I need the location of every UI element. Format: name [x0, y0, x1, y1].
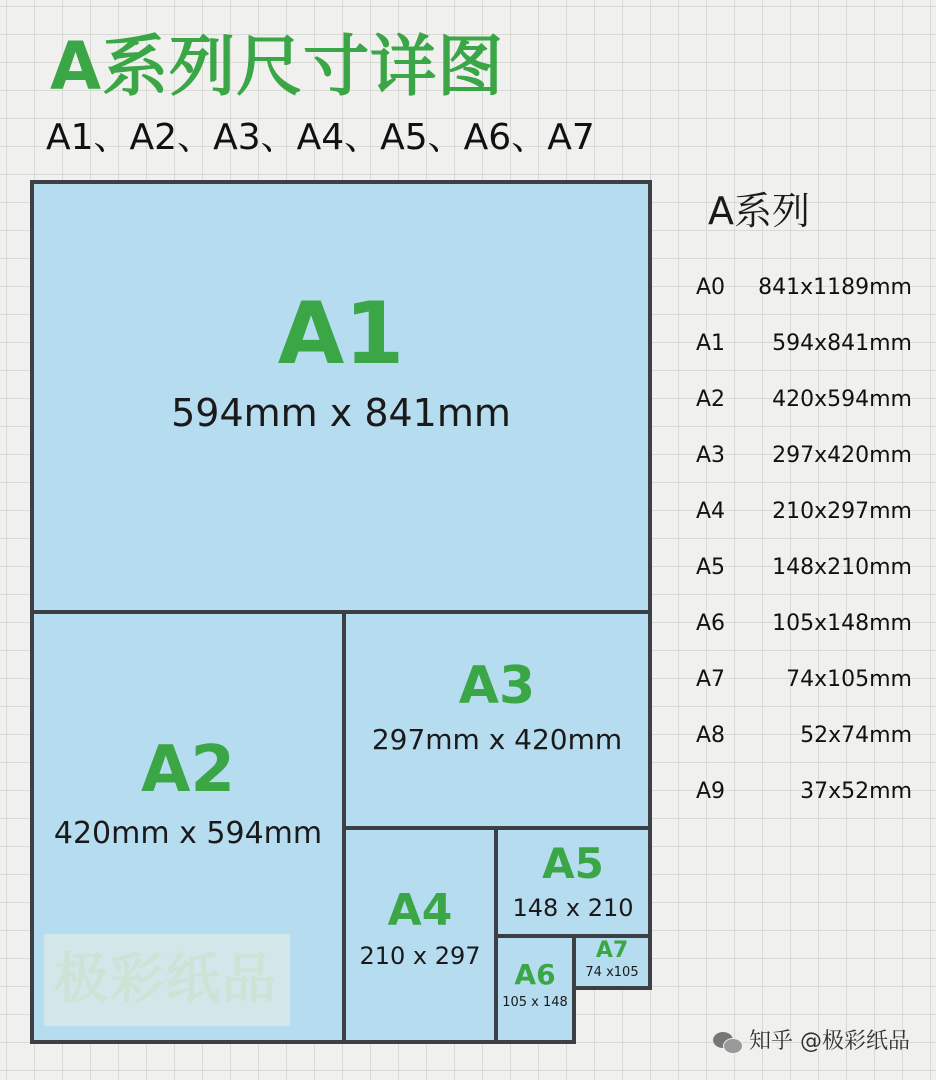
size-row-a6: [696, 602, 912, 658]
source-credit: [713, 1022, 910, 1062]
sheet-a6-size: 105 x 148: [502, 995, 568, 1010]
size-row-a3: [696, 434, 912, 490]
size-row-a9: [696, 770, 912, 826]
size-dimensions: 105x148mm: [772, 611, 912, 636]
sheet-a3-label: A3: [458, 656, 536, 716]
size-dimensions: 594x841mm: [772, 331, 912, 356]
size-row-a8: [696, 714, 912, 770]
series-heading: A系列: [708, 189, 810, 233]
size-code: A5: [696, 555, 726, 580]
size-code: A3: [696, 443, 726, 468]
sheet-a1-label: A1: [277, 284, 405, 384]
sheet-a2-size: 420mm x 594mm: [53, 816, 323, 851]
size-row-a5: [696, 546, 912, 602]
size-dimensions: 74x105mm: [786, 667, 912, 692]
page-subtitle: A1、A2、A3、A4、A5、A6、A7: [46, 117, 595, 158]
sheet-a4-label: A4: [387, 885, 453, 936]
size-dimensions: 841x1189mm: [758, 275, 912, 300]
sheet-a7-label: A7: [595, 938, 629, 963]
sheet-a5: [494, 826, 652, 938]
sheet-a4: [342, 826, 498, 1044]
size-code: A9: [696, 779, 726, 804]
size-row-a7: [696, 658, 912, 714]
sheet-a1-size: 594mm x 841mm: [171, 391, 511, 435]
size-code: A0: [696, 275, 726, 300]
sheet-a5-size: 148 x 210: [512, 894, 634, 922]
size-dimensions: 420x594mm: [772, 387, 912, 412]
size-row-a4: [696, 490, 912, 546]
sheet-a7: [572, 934, 652, 990]
size-row-a1: [696, 322, 912, 378]
size-dimensions: 210x297mm: [772, 499, 912, 524]
sheet-a4-size: 210 x 297: [359, 942, 481, 970]
size-code: A8: [696, 723, 726, 748]
size-code: A6: [696, 611, 726, 636]
size-code: A7: [696, 667, 726, 692]
sheet-a3: [342, 610, 652, 830]
size-code: A1: [696, 331, 726, 356]
size-dimensions: 297x420mm: [772, 443, 912, 468]
sheet-a5-label: A5: [542, 839, 604, 888]
sheet-a7-size: 74 x105: [585, 965, 639, 980]
size-dimensions: 37x52mm: [800, 779, 912, 804]
size-dimensions: 148x210mm: [772, 555, 912, 580]
sheet-a1: [30, 180, 652, 614]
page-title: A系列尺寸详图: [50, 28, 505, 105]
size-code: A2: [696, 387, 726, 412]
watermark-logo: 极彩纸品: [54, 947, 278, 1010]
wechat-icon: [713, 1030, 743, 1054]
size-row-a2: [696, 378, 912, 434]
credit-text: 知乎 @极彩纸品: [749, 1029, 910, 1054]
size-row-a0: [696, 266, 912, 322]
size-table: [696, 266, 912, 826]
sheet-a2-label: A2: [140, 733, 236, 807]
sheet-a6-label: A6: [514, 958, 556, 991]
size-code: A4: [696, 499, 726, 524]
sheet-a3-size: 297mm x 420mm: [371, 723, 623, 756]
sheet-a6: [494, 934, 576, 1044]
size-dimensions: 52x74mm: [800, 723, 912, 748]
